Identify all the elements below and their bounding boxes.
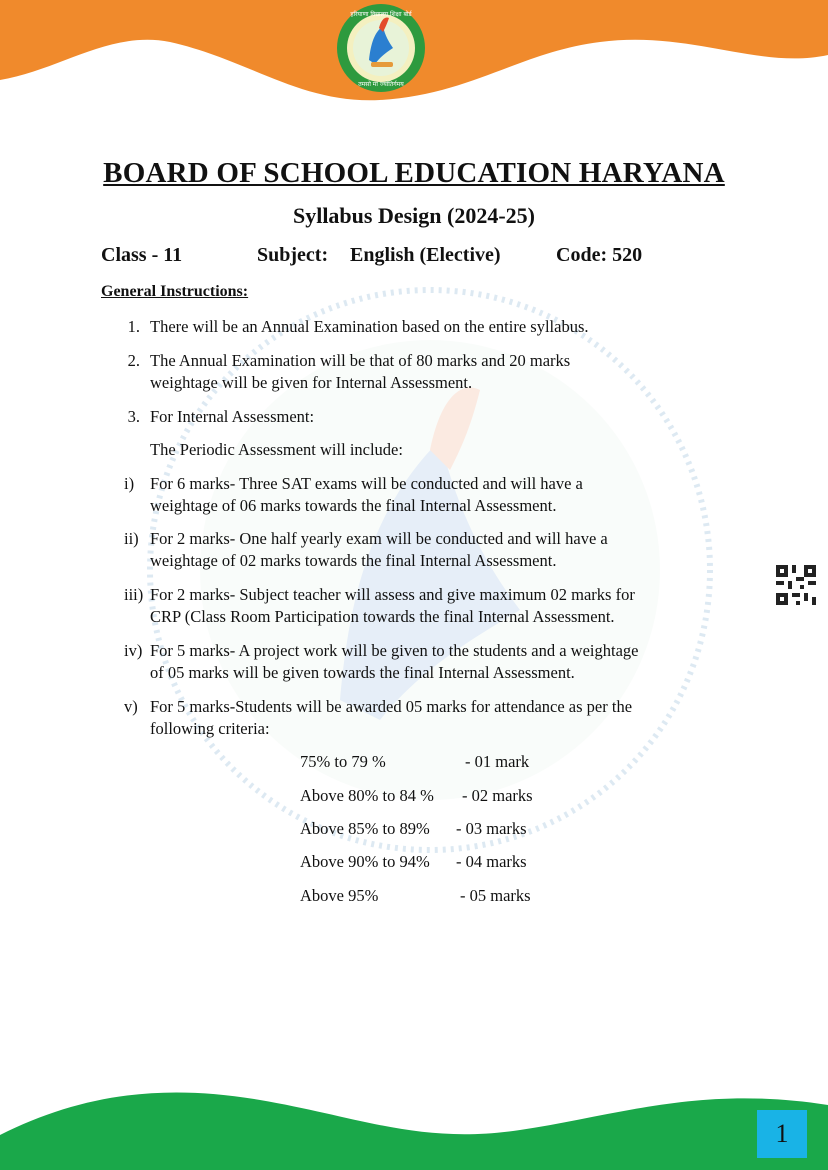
item-line: weightage of 06 marks towards the final Internal Assessment. [150,496,557,515]
item-line: For 6 marks- Three SAT exams will be conducted and will have a [150,474,583,493]
criteria-marks: - 02 marks [462,786,533,805]
document-subtitle: Syllabus Design (2024-25) [292,203,536,228]
item-line: following criteria: [150,719,270,738]
criteria-range: Above 90% to 94% [300,852,430,871]
instructions-heading: General Instructions: [101,283,249,300]
item-line: For 5 marks-Students will be awarded 05 marks for attendance as per the [150,697,633,716]
logo-bottom-text: तमसो मा ज्योतिर्गमय [358,81,404,88]
document-title: BOARD OF SCHOOL EDUCATION HARYANA [103,157,725,189]
item-number: ii) [124,529,139,548]
item-number: 3. [127,407,140,426]
item-line: There will be an Annual Examination based on the entire syllabus. [150,317,589,336]
item-number: v) [124,697,138,716]
criteria-range: 75% to 79 % [300,752,386,771]
criteria-marks: - 01 mark [465,752,530,771]
criteria-range: Above 95% [300,886,379,905]
criteria-range: Above 85% to 89% [300,819,430,838]
criteria-range: Above 80% to 84 % [300,786,434,805]
criteria-marks: - 05 marks [460,886,531,905]
page-number-text: 1 [775,1119,789,1148]
item-number: iii) [124,585,144,604]
item-line: The Annual Examination will be that of 80 marks and 20 marks [150,351,571,370]
item-line: For 5 marks- A project work will be given to the students and a weightage [150,641,639,660]
item-number: 2. [127,351,140,370]
footer-green-wave [0,1075,828,1170]
item-line: For 2 marks- Subject teacher will assess and give maximum 02 marks for [150,585,635,604]
logo-top-text: हरियाणा विद्यालय शिक्षा बोर्ड [350,11,412,18]
code-label: Code: 520 [556,244,643,266]
item-number: i) [124,474,135,493]
item-line: weightage will be given for Internal Assessment. [150,373,473,392]
item-number: iv) [124,641,143,660]
qr-code-icon[interactable] [776,565,816,605]
class-label: Class - 11 [101,244,183,266]
subject-value: English (Elective) [350,244,501,266]
item-line: CRP (Class Room Participation towards the final Internal Assessment. [150,607,615,626]
criteria-marks: - 03 marks [456,819,527,838]
item-line: For 2 marks- One half yearly exam will be conducted and will have a [150,529,608,548]
page-number [757,1110,807,1158]
item-line: of 05 marks will be given towards the final Internal Assessment. [150,663,575,682]
item-line: For Internal Assessment: [150,407,315,426]
subject-label: Subject: [257,244,329,266]
item-line: The Periodic Assessment will include: [150,440,403,459]
item-number: 1. [127,317,140,336]
item-line: weightage of 02 marks towards the final Internal Assessment. [150,551,557,570]
criteria-marks: - 04 marks [456,852,527,871]
board-logo-icon [335,2,427,94]
